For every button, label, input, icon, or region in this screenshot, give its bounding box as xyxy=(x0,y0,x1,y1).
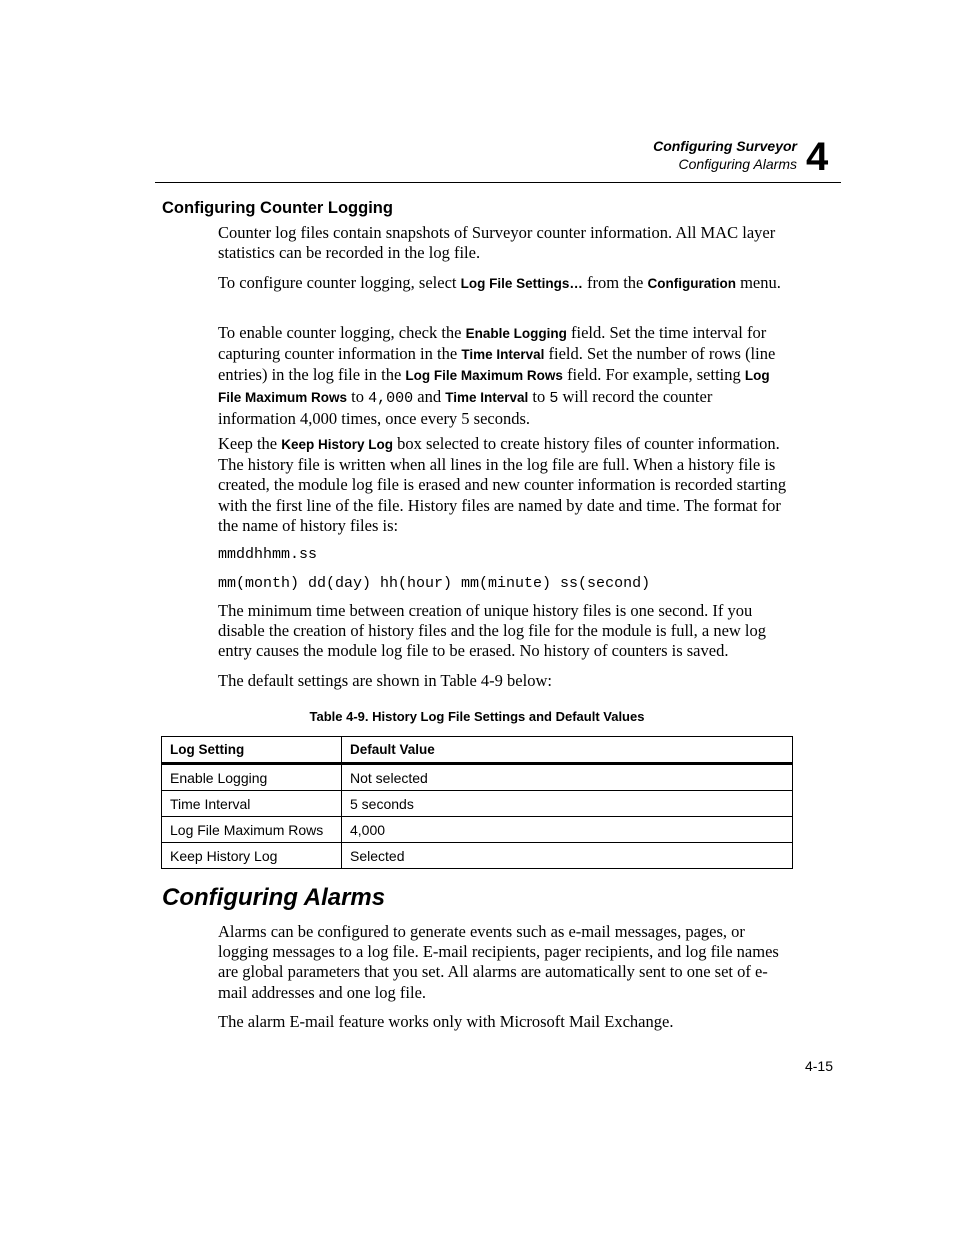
text: to xyxy=(347,386,369,406)
field-time-interval: Time Interval xyxy=(445,389,529,405)
table-caption: Table 4-9. History Log File Settings and Default Values xyxy=(309,709,645,724)
paragraph-configure xyxy=(218,273,793,294)
text: field. For example, setting xyxy=(562,365,745,385)
column-header: Default Value xyxy=(342,737,793,764)
text: To configure counter logging, select xyxy=(218,273,461,292)
code-value: 5 xyxy=(549,389,559,407)
table-cell: 5 seconds xyxy=(342,791,793,817)
code-value: 4,000 xyxy=(368,389,414,407)
text: menu. xyxy=(735,273,781,292)
table-cell: Enable Logging xyxy=(162,764,342,791)
settings-table xyxy=(161,736,793,869)
paragraph-keep-history xyxy=(218,434,793,536)
field-enable-logging: Enable Logging xyxy=(465,326,567,341)
table-cell: Log File Maximum Rows xyxy=(162,817,342,843)
running-header-section-title: Configuring Alarms xyxy=(678,156,797,172)
table-cell: Not selected xyxy=(342,764,793,791)
text: box selected to create history files of counter information. The history file is written when all lines in the log file are full. When a history file is created, the module log file is erased and new counter information is recorded starting with the first line of the file. History files are named by date and time. The format for the name of history files is: xyxy=(218,434,787,535)
header-rule xyxy=(155,182,841,183)
paragraph-enable-logging xyxy=(218,323,793,429)
field-log-file-maximum-rows: Log File Maximum Rows xyxy=(405,368,563,384)
code-format-name: mmddhhmm.ss xyxy=(218,546,318,563)
field-log-file-maximum-rows: Log File Maximum Rows xyxy=(218,368,770,405)
text: Keep the xyxy=(218,434,282,453)
text: to xyxy=(528,386,550,406)
field-keep-history-log: Keep History Log xyxy=(281,437,393,452)
section-heading-counter-logging: Configuring Counter Logging xyxy=(162,199,393,217)
text: field. Set the number of rows (line entries) in the log file in the xyxy=(218,344,776,385)
page-number: 4-15 xyxy=(804,1058,833,1074)
text: will record the counter information 4,000 times, once every 5 seconds. xyxy=(218,386,713,428)
table-row xyxy=(162,817,793,843)
table-row xyxy=(162,791,793,817)
field-time-interval: Time Interval xyxy=(461,347,545,363)
table-cell: Time Interval xyxy=(162,791,342,817)
table-row xyxy=(162,843,793,869)
table-row xyxy=(162,764,793,791)
paragraph-alarm-email: The alarm E-mail feature works only with Microsoft Mail Exchange. xyxy=(218,1012,674,1031)
table-header-row xyxy=(162,737,793,764)
table-cell: 4,000 xyxy=(342,817,793,843)
paragraph-defaults: The default settings are shown in Table 4-9 below: xyxy=(218,671,552,690)
table-cell: Keep History Log xyxy=(162,843,342,869)
chapter-number: 4 xyxy=(806,135,829,179)
text: field. Set the time interval for capturing counter information in the xyxy=(218,323,767,364)
table-cell: Selected xyxy=(342,843,793,869)
section-heading-configuring-alarms: Configuring Alarms xyxy=(162,884,386,911)
menu-item-log-file-settings: Log File Settings… xyxy=(460,276,583,291)
paragraph-minimum-time: The minimum time between creation of unique history files is one second. If you disable the creation of history files and the log file for the module is full, a new log entry causes the module log file to be erased. No history of counters is saved. xyxy=(218,601,767,661)
text: To enable counter logging, check the xyxy=(218,323,466,342)
paragraph-intro: Counter log files contain snapshots of Surveyor counter information. All MAC layer statistics can be recorded in the log file. xyxy=(218,223,776,263)
menu-configuration: Configuration xyxy=(647,276,736,291)
paragraph-alarms-intro: Alarms can be configured to generate events such as e-mail messages, pages, or logging messages to a log file. E-mail recipients, pager recipients, and log file names are global parameters that you set. All alarms are automatically sent to one set of e-mail addresses and one log file. xyxy=(218,922,779,1002)
text: and xyxy=(413,386,446,406)
text: from the xyxy=(582,273,648,292)
column-header: Log Setting xyxy=(162,737,342,764)
running-header-chapter-title: Configuring Surveyor xyxy=(653,138,797,154)
code-format-legend: mm(month) dd(day) hh(hour) mm(minute) ss(second) xyxy=(218,575,651,592)
